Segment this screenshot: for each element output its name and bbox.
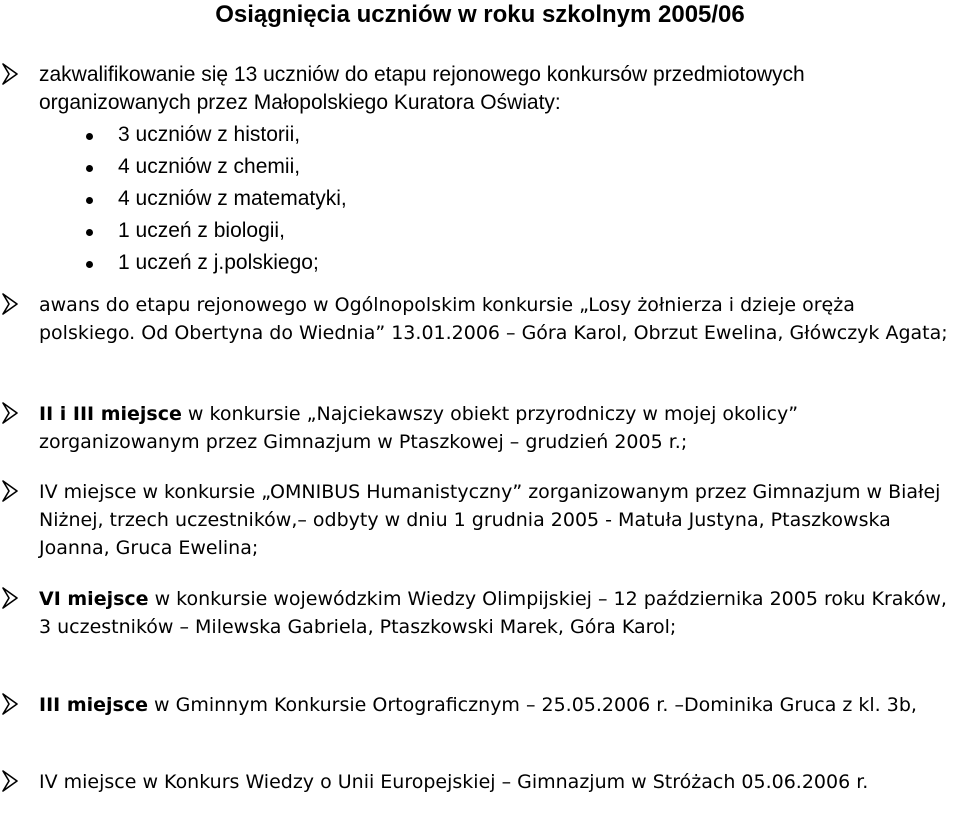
arrowhead-bullet-icon xyxy=(2,587,18,609)
bullet-dot-icon xyxy=(86,261,93,268)
list-item-text: IV miejsce w konkursie „OMNIBUS Humanistyczny” zorganizowanym przez Gimnazjum w Białej Niżnej, trzech uczestników,– odbyty w dniu 1 grudnia 2005 - Matuła Justyna, Ptaszkowska Joanna, Gruca Ewelina; xyxy=(39,481,941,559)
sub-list-item-text: 3 uczniów z historii, xyxy=(118,123,301,146)
sub-list-item-text: 1 uczeń z biologii, xyxy=(118,219,285,242)
bullet-dot-icon xyxy=(86,197,93,204)
sub-list-item-text: 4 uczniów z matematyki, xyxy=(118,187,347,210)
placement-highlight: III miejsce xyxy=(39,694,148,716)
placement-highlight: VI miejsce xyxy=(39,588,149,610)
bullet-dot-icon xyxy=(86,165,93,172)
list-item-description: w Gminnym Konkursie Ortograficznym – 25.05.2006 r. –Dominika Gruca z kl. 3b, xyxy=(148,694,917,716)
list-item-text xyxy=(39,585,954,641)
bullet-dot-icon xyxy=(86,229,93,236)
list-item-text: awans do etapu rejonowego w Ogólnopolskim konkursie „Losy żołnierza i dzieje oręża polskiego. Od Obertyna do Wiednia” 13.01.2006 – Góra Karol, Obrzut Ewelina, Główczyk Agata; xyxy=(39,294,948,344)
sub-list-item-text: 1 uczeń z j.polskiego; xyxy=(118,251,319,274)
list-item-text xyxy=(39,691,954,719)
bullet-dot-icon xyxy=(86,133,93,140)
list-item-text: IV miejsce w Konkurs Wiedzy o Unii Europejskiej – Gimnazjum w Stróżach 05.06.2006 r. xyxy=(39,771,869,793)
list-item-text: zakwalifikowanie się 13 uczniów do etapu rejonowego konkursów przedmiotowych organizowanych przez Małopolskiego Kuratora Oświaty: xyxy=(39,63,805,114)
arrowhead-bullet-icon xyxy=(2,293,18,315)
list-item-description: w konkursie wojewódzkim Wiedzy Olimpijskiej – 12 października 2005 roku Kraków, 3 uczestników – Milewska Gabriela, Ptaszkowski Marek, Góra Karol; xyxy=(39,588,947,638)
placement-highlight: II i III miejsce xyxy=(39,403,182,425)
arrowhead-bullet-icon xyxy=(2,770,18,792)
arrowhead-bullet-icon xyxy=(2,480,18,502)
arrowhead-bullet-icon xyxy=(2,63,18,85)
page-title: Osiągnięcia uczniów w roku szkolnym 2005/06 xyxy=(215,1,745,28)
arrowhead-bullet-icon xyxy=(2,402,18,424)
arrowhead-bullet-icon xyxy=(2,693,18,715)
sub-list-item-text: 4 uczniów z chemii, xyxy=(118,155,301,178)
list-item-text xyxy=(39,400,954,456)
list-item-description: w konkursie „Najciekawszy obiekt przyrodniczy w mojej okolicy” zorganizowanym przez Gimnazjum w Ptaszkowej – grudzień 2005 r.; xyxy=(39,403,799,453)
